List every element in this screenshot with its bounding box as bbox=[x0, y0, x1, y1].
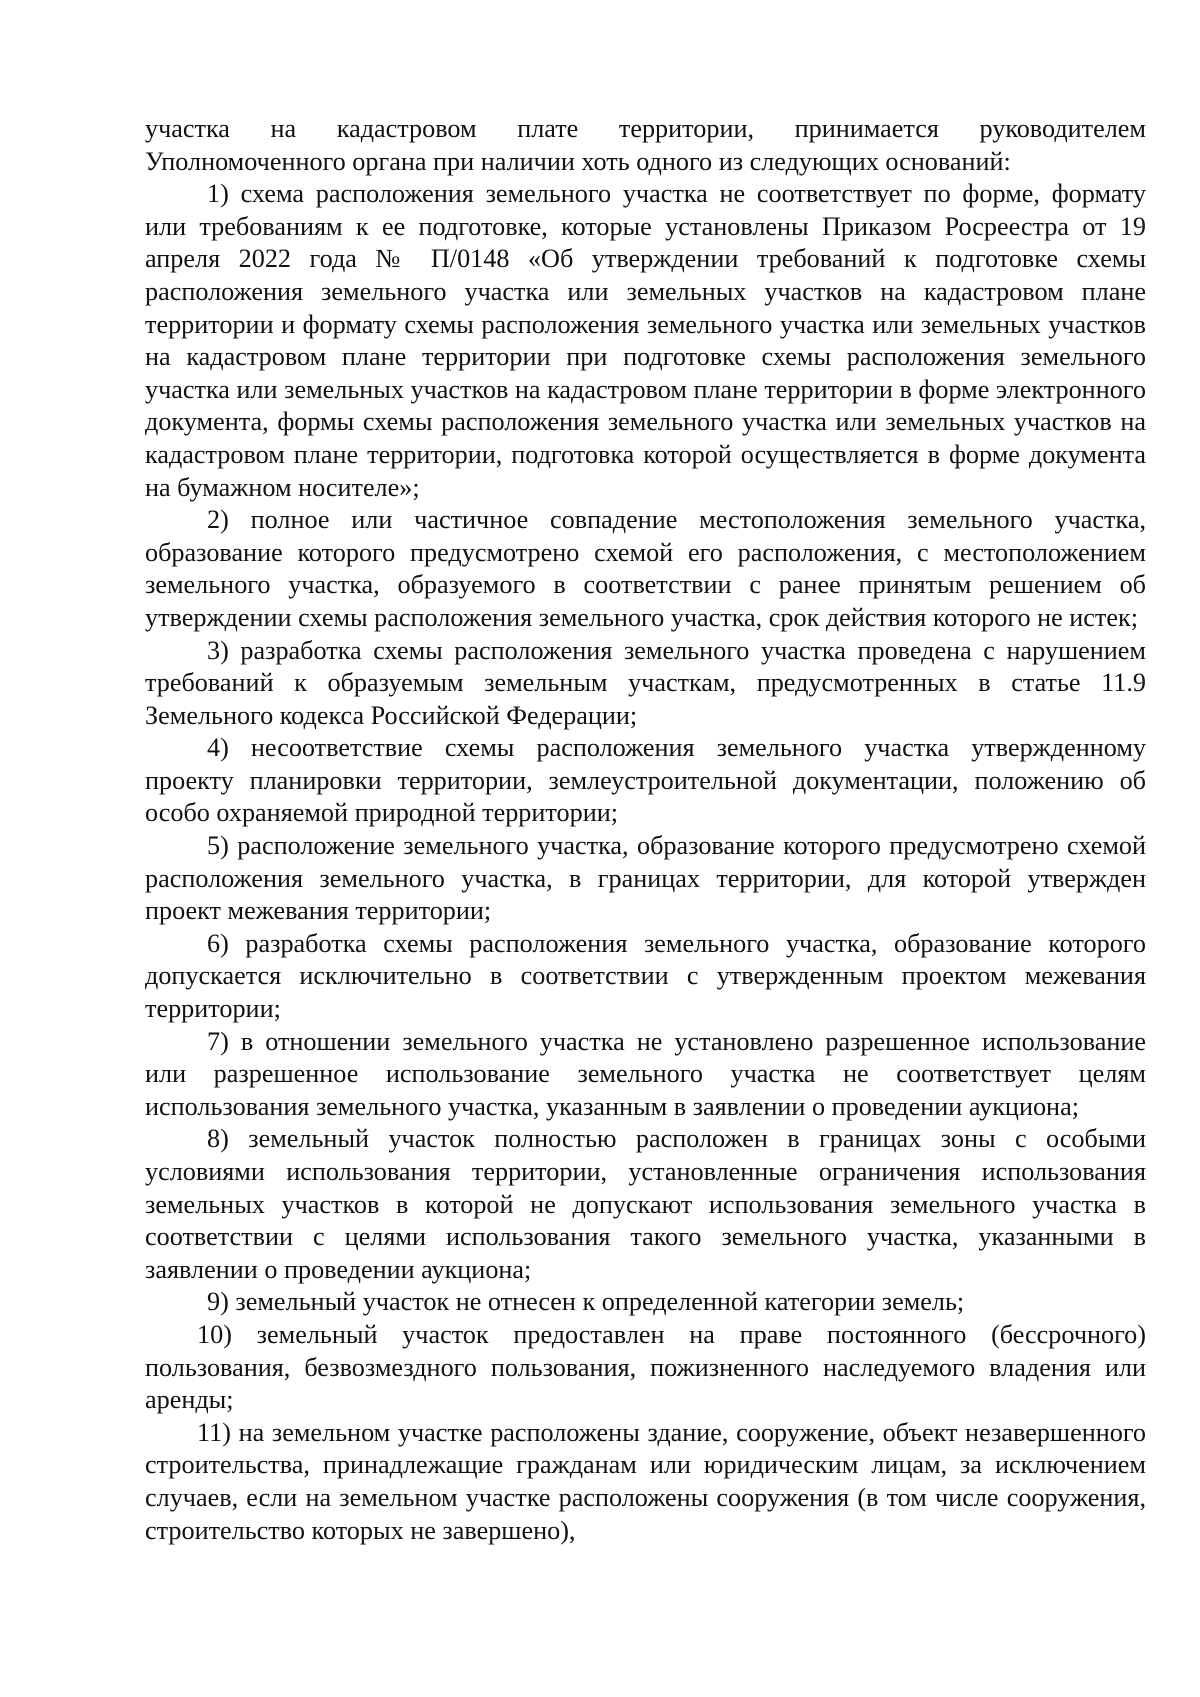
list-item-text: разработка схемы расположения земельного участка, образование которого допускается исключительно в соответствии с утвержденным проектом межевания территории; bbox=[145, 928, 1146, 1024]
list-item-2 bbox=[145, 504, 1146, 634]
list-item-text: несоответствие схемы расположения земельного участка утвержденному проекту планировки территории, землеустроительной документации, положению об особо охраняемой природной территории; bbox=[145, 733, 1146, 828]
list-item-10 bbox=[145, 1319, 1146, 1417]
list-item-number: 8) bbox=[207, 1124, 229, 1154]
list-item-5 bbox=[145, 830, 1146, 928]
list-item-number: 3) bbox=[207, 635, 229, 665]
list-item-number: 10) bbox=[197, 1319, 232, 1349]
list-item-3 bbox=[145, 635, 1146, 733]
document-body bbox=[145, 113, 1146, 1547]
list-item-1 bbox=[145, 178, 1146, 504]
list-item-text: земельный участок не отнесен к определенной категории земель; bbox=[235, 1287, 965, 1317]
list-item-number: 7) bbox=[207, 1026, 229, 1056]
list-item-9 bbox=[145, 1286, 1146, 1319]
list-item-11 bbox=[145, 1417, 1146, 1547]
list-item-text: схема расположения земельного участка не соответствует по форме, формату или требованиям к ее подготовке, которые установлены Приказом Росреестра от 19 апреля 2022 года № П/0148 «Об утверждении требований к подготовке схемы расположения земельного участка или земельных участков на кадастровом плане территории и формату схемы расположения земельного участка или земельных участков на кадастровом плане территории при подготовке схемы расположения земельного участка или земельных участков на кадастровом плане территории в форме электронного документа, формы схемы расположения земельного участка или земельных участков на кадастровом плане территории, подготовка которой осуществляется в форме документа на бумажном носителе»; bbox=[145, 179, 1147, 502]
list-item-number: 5) bbox=[207, 831, 229, 861]
list-item-text: полное или частичное совпадение местоположения земельного участка, образование которого предусмотрено схемой его расположения, с местоположением земельного участка, образуемого в соответствии с ранее принятым решением об утверждении схемы расположения земельного участка, срок действия которого не истек; bbox=[145, 505, 1146, 632]
list-item-number: 4) bbox=[207, 733, 229, 763]
list-item-text: расположение земельного участка, образование которого предусмотрено схемой расположения земельного участка, в границах территории, для которой утвержден проект межевания территории; bbox=[145, 831, 1146, 926]
list-item-text: разработка схемы расположения земельного участка проведена с нарушением требований к образуемым земельным участкам, предусмотренных в статье 11.9 Земельного кодекса Российской Федерации; bbox=[145, 635, 1146, 730]
intro-text: участка на кадастровом плате территории, принимается руководителем Уполномоченного органа при наличии хоть одного из следующих оснований: bbox=[145, 114, 1146, 176]
list-item-text: земельный участок полностью расположен в границах зоны с особыми условиями использования территории, установленные ограничения использования земельных участков в которой не допускают использования земельного участка в соответствии с целями использования такого земельного участка, указанными в заявлении о проведении аукциона; bbox=[145, 1124, 1146, 1284]
list-item-number: 2) bbox=[207, 505, 229, 535]
intro-paragraph bbox=[145, 113, 1146, 178]
list-item-number: 1) bbox=[207, 179, 229, 209]
list-item-text: земельный участок предоставлен на праве постоянного (бессрочного) пользования, безвозмездного пользования, пожизненного наследуемого владения или аренды; bbox=[145, 1319, 1146, 1415]
list-item-text: в отношении земельного участка не установлено разрешенное использование или разрешенное использование земельного участка не соответствует целям использования земельного участка, указанным в заявлении о проведении аукциона; bbox=[145, 1026, 1146, 1121]
list-item-6 bbox=[145, 928, 1146, 1026]
list-item-number: 9) bbox=[207, 1287, 229, 1317]
list-item-text: на земельном участке расположены здание, сооружение, объект незавершенного строительства, принадлежащие гражданам или юридическим лицам, за исключением случаев, если на земельном участке расположены сооружения (в том числе сооружения, строительство которых не завершено), bbox=[145, 1417, 1147, 1545]
list-item-4 bbox=[145, 732, 1146, 830]
list-item-7 bbox=[145, 1026, 1146, 1124]
list-item-number: 11) bbox=[197, 1417, 231, 1447]
list-item-8 bbox=[145, 1123, 1146, 1286]
list-item-number: 6) bbox=[207, 928, 229, 958]
